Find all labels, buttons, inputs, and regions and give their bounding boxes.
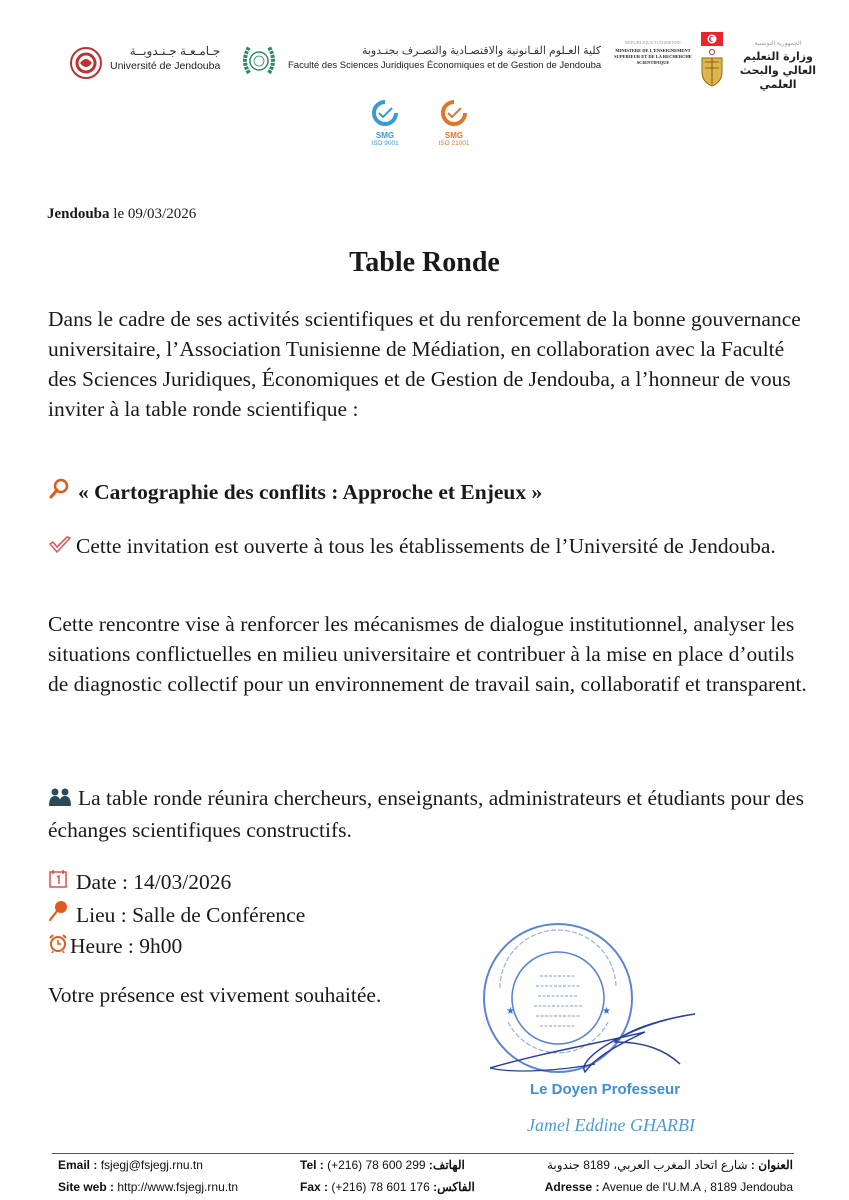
open-invitation-text: Cette invitation est ouverte à tous les établissements de l’Université de Jendouba. (76, 534, 776, 558)
footer-address-value-ar: شارع اتحاد المغرب العربي، 8189 جندوبة (546, 1158, 748, 1172)
footer-fax-value: (+216) 78 601 176 (331, 1180, 430, 1194)
footer-web-label: Site web : (58, 1180, 115, 1194)
footer-web-value[interactable]: http://www.fsjegj.rnu.tn (117, 1180, 239, 1194)
tunisia-emblem (699, 32, 725, 88)
event-time-row (48, 932, 182, 960)
footer-fax (300, 1180, 475, 1195)
letter-date: 09/03/2026 (127, 206, 197, 222)
footer-tel-value: (+216) 78 600 299 (327, 1158, 426, 1172)
faculty-logo (241, 41, 277, 81)
university-logo (66, 42, 106, 82)
participants-text: La table ronde réunira chercheurs, enseignants, administrateurs et étudiants pour des échanges scientifiques constructifs. (48, 786, 804, 842)
university-name-fr: Université de Jendouba (110, 60, 221, 72)
faculty-name (288, 44, 601, 72)
university-name (110, 44, 220, 73)
place-and-date (47, 206, 196, 223)
footer-address-label: Adresse : (544, 1180, 600, 1194)
footer-website (58, 1180, 238, 1195)
faculty-name-fr: Faculté des Sciences Juridiques Économiques et de Gestion de Jendouba (288, 60, 602, 71)
iso-9001-label: SMG (375, 131, 395, 140)
iso-9001-badge (360, 100, 410, 148)
intro-paragraph: Dans le cadre de ses activités scientifiques et du renforcement de la bonne gouvernance universitaire, l’Association Tunisienne de Médiation, en collaboration avec la Faculté des Sciences Juridiques, Économiques et de Gestion de Jendouba, a l’honneur de vous inviter à la table ronde scientifique : (48, 307, 801, 421)
footer-divider (52, 1153, 794, 1154)
participants-paragraph (48, 783, 808, 845)
footer-address-fr (545, 1180, 793, 1195)
footer-email-value[interactable]: fsjegj@fsjegj.rnu.tn (100, 1158, 203, 1172)
objectives-paragraph: Cette rencontre vise à renforcer les mécanismes de dialogue institutionnel, analyser les situations conflictuelles en milieu universitaire et contribuer à la mise en place d’outils de diagnostic collectif pour un environnement de travail sain, collaboratif et transparent. (48, 612, 807, 696)
svg-text:★: ★ (506, 1006, 515, 1017)
event-date-row (48, 868, 231, 896)
footer-fax-label-ar: :الفاكس (433, 1180, 475, 1194)
footer-fax-label: Fax : (300, 1180, 329, 1194)
handwritten-signature (485, 996, 705, 1076)
svg-text:★: ★ (602, 1006, 611, 1017)
topic-title: « Cartographie des conflits : Approche et Enjeux » (78, 479, 543, 504)
event-location: Lieu : Salle de Conférence (76, 902, 306, 927)
ministry-country-ar: الجمهورية التونسية (754, 40, 802, 47)
place: Jendouba (47, 206, 110, 222)
footer-email-label: Email : (58, 1158, 98, 1172)
event-time: Heure : 9h00 (70, 934, 183, 958)
faculty-name-ar: كلية العـلوم القـانونية والاقتصـادية والتصـرف بجنـدوبة (361, 45, 602, 57)
university-name-ar: جـامـعـة جـنـدوبــة (129, 44, 221, 58)
certification-check-icon (439, 100, 469, 126)
topic-line (48, 478, 542, 506)
closing-line: Votre présence est vivement souhaitée. (48, 983, 382, 1007)
iso-21001-badge (429, 100, 479, 148)
open-invitation-paragraph (48, 531, 808, 563)
iso-21001-standard: ISO 21001 (438, 140, 470, 147)
page-title: Table Ronde (349, 247, 500, 278)
ministry-name-fr-block (612, 40, 694, 66)
checkmark-icon (48, 533, 72, 563)
ministry-name-fr: MINISTERE DE L'ENSEIGNEMENT SUPERIEUR ET DE LA RECHERCHE SCIENTIFIQUE (614, 48, 692, 65)
footer-email (58, 1158, 203, 1173)
event-location-row (48, 900, 305, 929)
ministry-name-ar: وزارة التعليم العالي والبحث العلمي (739, 50, 817, 91)
footer-tel-label: Tel : (300, 1158, 324, 1172)
people-icon (48, 785, 72, 815)
dean-name: Jamel Eddine GHARBI (527, 1115, 695, 1135)
footer-address-ar (547, 1158, 793, 1173)
magnifier-icon (48, 478, 70, 506)
footer-address-value: Avenue de l'U.M.A , 8189 Jendouba (602, 1180, 793, 1194)
event-date: Date : 14/03/2026 (76, 870, 232, 894)
ministry-country-fr: REPUBLIQUE TUNISIENNE (625, 40, 681, 45)
calendar-icon (48, 868, 68, 896)
iso-9001-standard: ISO 9001 (371, 140, 399, 147)
footer-address-label-ar: العنوان : (750, 1158, 793, 1172)
iso-21001-label: SMG (444, 131, 464, 140)
footer-tel-label-ar: :الهاتف (428, 1158, 465, 1172)
alarm-clock-icon (48, 932, 68, 960)
certification-check-icon (370, 100, 400, 126)
date-prefix: le (113, 206, 125, 222)
ministry-name-ar-block (730, 40, 826, 92)
footer-tel (300, 1158, 465, 1173)
dean-title: Le Doyen Professeur (530, 1081, 681, 1098)
pushpin-icon (48, 900, 68, 929)
